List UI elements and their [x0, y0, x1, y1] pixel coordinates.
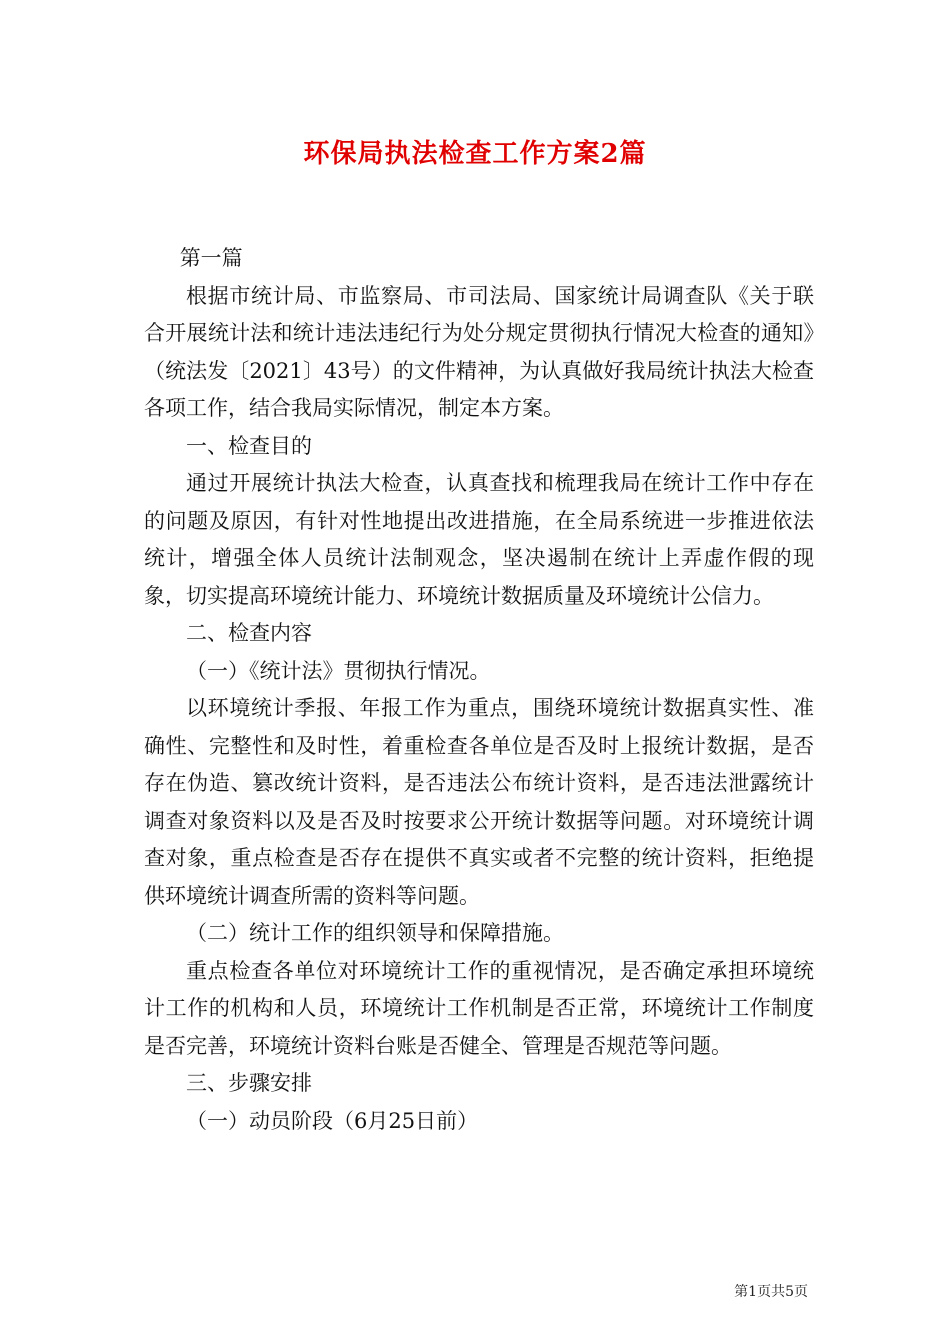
- section-heading-content: 二、检查内容: [186, 621, 312, 645]
- subheading-statistics-law: （一）《统计法》贯彻执行情况。: [186, 658, 491, 683]
- subheading-organization: （二）统计工作的组织领导和保障措施。: [186, 921, 564, 945]
- paragraph-organization: 重点检查各单位对环境统计工作的重视情况，是否确定承担环境统计工作的机构和人员，环境统计工作机制是否正常，环境统计工作制度是否完善，环境统计资料台账是否健全、管理是否规范等问题。: [144, 958, 814, 1058]
- paragraph-intro: 根据市统计局、市监察局、市司法局、国家统计局调查队《关于联合开展统计法和统计违法违纪行为处分规定贯彻执行情况大检查的通知》（统法发〔2021〕43号）的文件精神，为认真做好我局统计执法大检查各项工作，结合我局实际情况，制定本方案。: [144, 283, 814, 420]
- page-number: 第1页共5页: [734, 1284, 808, 1300]
- paragraph-purpose: 通过开展统计执法大检查，认真查找和梳理我局在统计工作中存在的问题及原因，有针对性地提出改进措施，在全局系统进一步推进依法统计，增强全体人员统计法制观念，坚决遏制在统计上弄虚作假的现象，切实提高环境统计能力、环境统计数据质量及环境统计公信力。: [144, 471, 814, 608]
- section-heading-purpose: 一、检查目的: [186, 433, 312, 458]
- subheading-mobilization: （一）动员阶段（6月25日前）: [186, 1108, 479, 1133]
- section-heading-steps: 三、步骤安排: [186, 1071, 312, 1095]
- document-title: 环保局执法检查工作方案2篇: [303, 139, 647, 169]
- section-heading-part-one: 第一篇: [179, 246, 243, 270]
- paragraph-statistics-law: 以环境统计季报、年报工作为重点，围绕环境统计数据真实性、准确性、完整性和及时性，着重检查各单位是否及时上报统计数据，是否存在伪造、篡改统计资料，是否违法公布统计资料，是否违法泄露统计调查对象资料以及是否及时按要求公开统计数据等问题。对环境统计调查对象，重点检查是否存在提供不真实或者不完整的统计资料，拒绝提供环境统计调查所需的资料等问题。: [144, 696, 814, 908]
- document-body: [144, 240, 814, 1140]
